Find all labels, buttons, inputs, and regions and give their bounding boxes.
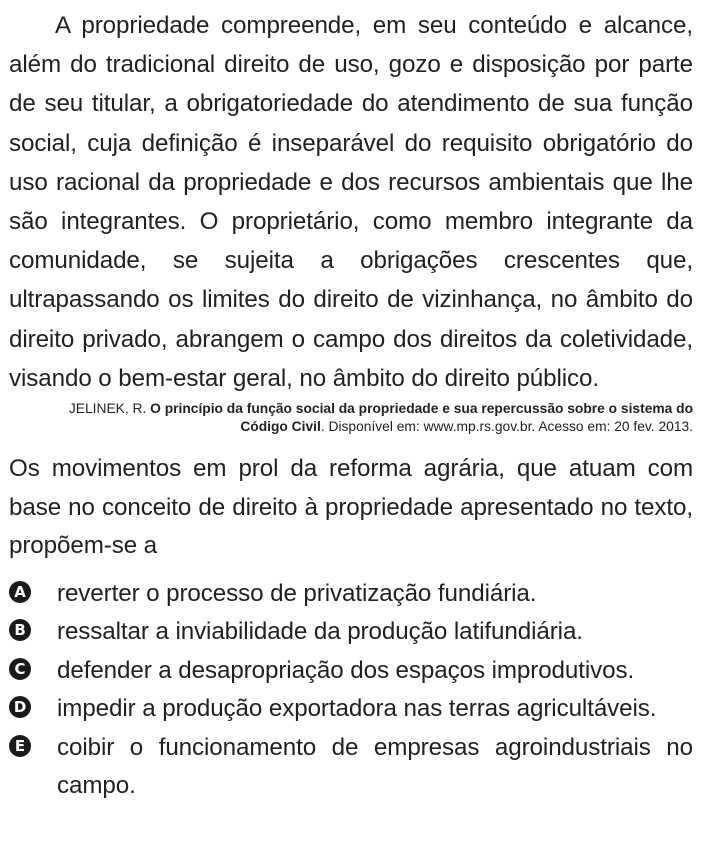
option-c-text: defender a desapropriação dos espaços improdutivos.	[57, 656, 635, 684]
option-c[interactable]	[9, 652, 693, 691]
option-a-letter-icon: A	[9, 581, 31, 603]
citation-source: . Disponível em: www.mp.rs.gov.br. Acesso em: 20 fev. 2013.	[320, 419, 693, 435]
option-e-letter-icon: E	[9, 735, 31, 757]
citation	[9, 400, 693, 436]
option-b-letter-icon: B	[9, 619, 31, 641]
option-a-text: reverter o processo de privatização fundiária.	[57, 579, 537, 607]
option-e[interactable]	[9, 729, 693, 806]
citation-author: JELINEK, R.	[68, 401, 151, 417]
answer-options	[9, 575, 693, 806]
option-e-text: coibir o funcionamento de empresas agroindustriais no campo.	[57, 733, 693, 800]
option-b[interactable]	[9, 613, 693, 652]
question-stem: Os movimentos em prol da reforma agrária, que atuam com base no conceito de direito à propriedade apresentado no texto, propõem-se a	[9, 455, 693, 560]
citation-title: O princípio da função social da propriedade e sua repercussão sobre o sistema do Código Civil	[150, 401, 693, 435]
option-d[interactable]	[9, 690, 693, 729]
option-b-text: ressaltar a inviabilidade da produção latifundiária.	[57, 618, 583, 646]
option-d-letter-icon: D	[9, 696, 31, 718]
passage-text: A propriedade compreende, em seu conteúdo e alcance, além do tradicional direito de uso, gozo e disposição por parte de seu titular, a obrigatoriedade do atendimento de sua função social, cuja definição é inseparável do requisito obrigatório do uso racional da propriedade e dos recursos ambientais que lhe são integrantes. O proprietário, como membro integrante da comunidade, se sujeita a obrigações crescentes que, ultrapassando os limites do direito de vizinhança, no âmbito do direito privado, abrangem o campo dos direitos da coletividade, visando o bem-estar geral, no âmbito do direito público.	[9, 12, 693, 392]
option-a[interactable]	[9, 575, 693, 614]
option-c-letter-icon: C	[9, 658, 31, 680]
option-d-text: impedir a produção exportadora nas terras agricultáveis.	[57, 695, 657, 723]
